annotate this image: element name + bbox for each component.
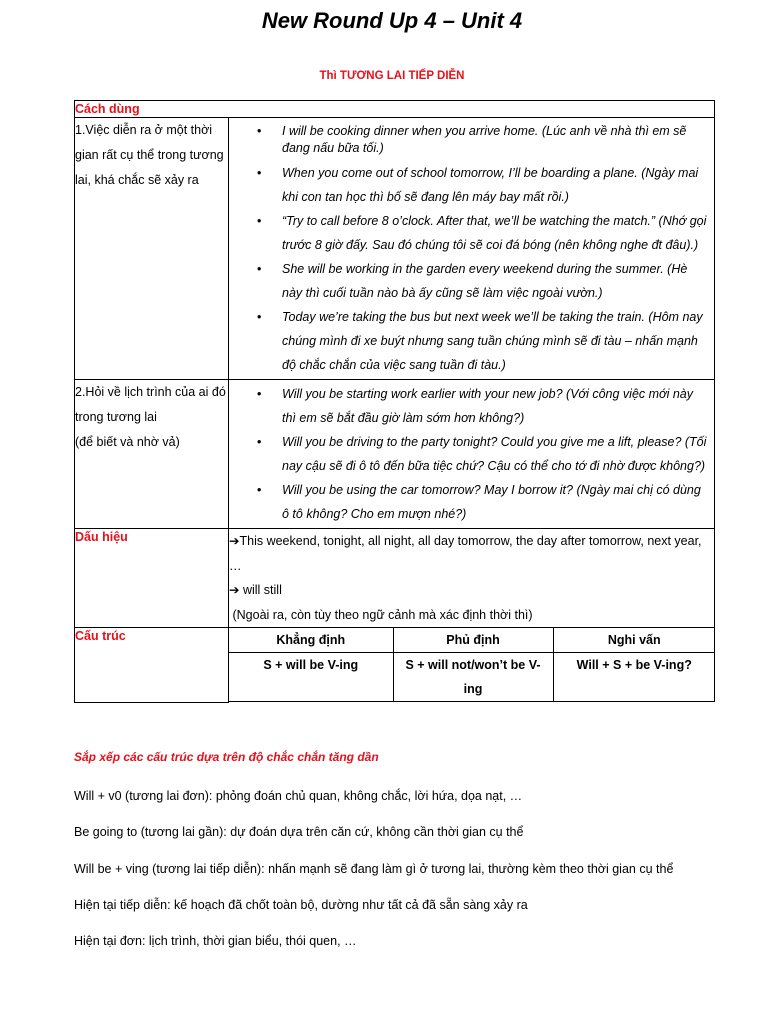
example-item: [229, 209, 708, 257]
affirmative-formula: S + will be V-ing: [229, 653, 393, 702]
example-item: [229, 257, 708, 305]
note-line: Will + v0 (tương lai đơn): phỏng đoán chủ quan, không chắc, lời hứa, dọa nạt, …: [74, 789, 523, 803]
grammar-table: [74, 100, 715, 703]
signs-content: [229, 529, 715, 628]
structure-row: [75, 628, 715, 703]
usage-2-examples: [229, 380, 715, 529]
question-header: Nghi vấn: [553, 628, 715, 653]
bullet-icon: •: [257, 166, 262, 180]
signs-line-2: will still: [242, 583, 282, 597]
negative-formula: S + will not/won’t be V-ing: [393, 653, 553, 702]
structure-table: [229, 628, 715, 702]
usage-1-label: 1.Việc diễn ra ở một thời gian rất cụ thể trong tương lai, khá chắc sẽ xảy ra: [75, 118, 229, 380]
example-item: [229, 305, 708, 377]
example-item: [229, 430, 708, 478]
usage-1-examples: [229, 118, 715, 380]
note-line: Hiện tại đơn: lịch trình, thời gian biểu, thói quen, …: [74, 934, 357, 948]
example-text: I will be cooking dinner when you arrive home. (Lúc anh về nhà thì em sẽ đang nấu bữa tối.): [282, 124, 687, 155]
notes-heading: Sắp xếp các cấu trúc dựa trên độ chắc chắn tăng dần: [74, 750, 379, 764]
example-text: “Try to call before 8 o’clock. After that, we’ll be watching the match.” (Nhớ gọi trước 8 giờ đấy. Sau đó chúng tôi sẽ coi đá bóng (nên không nghe đt đâu).): [282, 214, 707, 252]
usage-row-1: [75, 118, 715, 380]
bullet-icon: •: [257, 262, 262, 276]
bullet-icon: •: [257, 435, 262, 449]
usage-2-note: (để biết và nhờ vả): [75, 435, 180, 449]
usage-header-row: [75, 101, 715, 118]
example-item: [229, 382, 708, 430]
note-line: Be going to (tương lai gần): dự đoán dựa trên căn cứ, không cần thời gian cụ thể: [74, 825, 524, 839]
note-line: Will be + ving (tương lai tiếp diễn): nhấn mạnh sẽ đang làm gì ở tương lai, thường kèm theo thời gian cụ thể: [74, 862, 674, 876]
document-title: New Round Up 4 – Unit 4: [261, 8, 523, 33]
example-text: Will you be starting work earlier with your new job? (Với công việc mới này thì em sẽ bắt đầu giờ làm sớm hơn không?): [282, 387, 693, 425]
question-formula: Will + S + be V-ing?: [553, 653, 715, 702]
arrow-icon: ➔: [229, 583, 240, 597]
example-item: [229, 161, 708, 209]
example-item: [229, 123, 708, 157]
bullet-icon: •: [257, 214, 262, 228]
signs-row: [75, 529, 715, 628]
signs-header: Dấu hiệu: [75, 529, 229, 628]
signs-line-1: This weekend, tonight, all night, all day tomorrow, the day after tomorrow, next year, …: [229, 534, 702, 573]
bullet-icon: •: [257, 310, 262, 324]
usage-header: Cách dùng: [75, 101, 715, 118]
bullet-icon: •: [257, 483, 262, 497]
affirmative-header: Khẳng định: [229, 628, 393, 653]
document-subtitle: Thì TƯƠNG LAI TIẾP DIỄN: [319, 70, 465, 82]
bullet-icon: •: [257, 387, 262, 401]
structure-header: Cấu trúc: [75, 628, 229, 703]
example-text: When you come out of school tomorrow, I’ll be boarding a plane. (Ngày mai khi con tan học thì bố sẽ đang lên máy bay mất rồi.): [282, 166, 699, 204]
negative-header: Phủ định: [393, 628, 553, 653]
example-text: Will you be using the car tomorrow? May I borrow it? (Ngày mai chị có dùng ô tô không? Cho em mượn nhé?): [282, 483, 701, 521]
note-line: Hiện tại tiếp diễn: kế hoạch đã chốt toàn bộ, dường như tất cả đã sẵn sàng xảy ra: [74, 898, 528, 912]
arrow-icon: ➔: [229, 534, 240, 548]
signs-line-3: (Ngoài ra, còn tùy theo ngữ cảnh mà xác định thời thì): [232, 607, 533, 622]
example-text: She will be working in the garden every weekend during the summer. (Hè này thì cuối tuần nào bà ấy cũng sẽ làm việc ngoài vườn.): [282, 262, 688, 300]
bullet-icon: •: [257, 124, 262, 138]
example-text: Today we’re taking the bus but next week we’ll be taking the train. (Hôm nay chúng mình đi xe buýt nhưng sang tuần chúng mình sẽ đi tàu – nhấn mạnh độ chắc chắn của việc sang tuần đi tàu.): [282, 310, 703, 372]
example-text: Will you be driving to the party tonight? Could you give me a lift, please? (Tối nay cậu sẽ đi ô tô đến bữa tiệc chứ? Cậu có thể cho tớ đi nhờ được không?): [282, 435, 707, 473]
usage-2-label: 2.Hỏi về lịch trình của ai đó trong tương lai: [75, 385, 226, 424]
usage-row-2: [75, 380, 715, 529]
example-item: [229, 478, 708, 526]
